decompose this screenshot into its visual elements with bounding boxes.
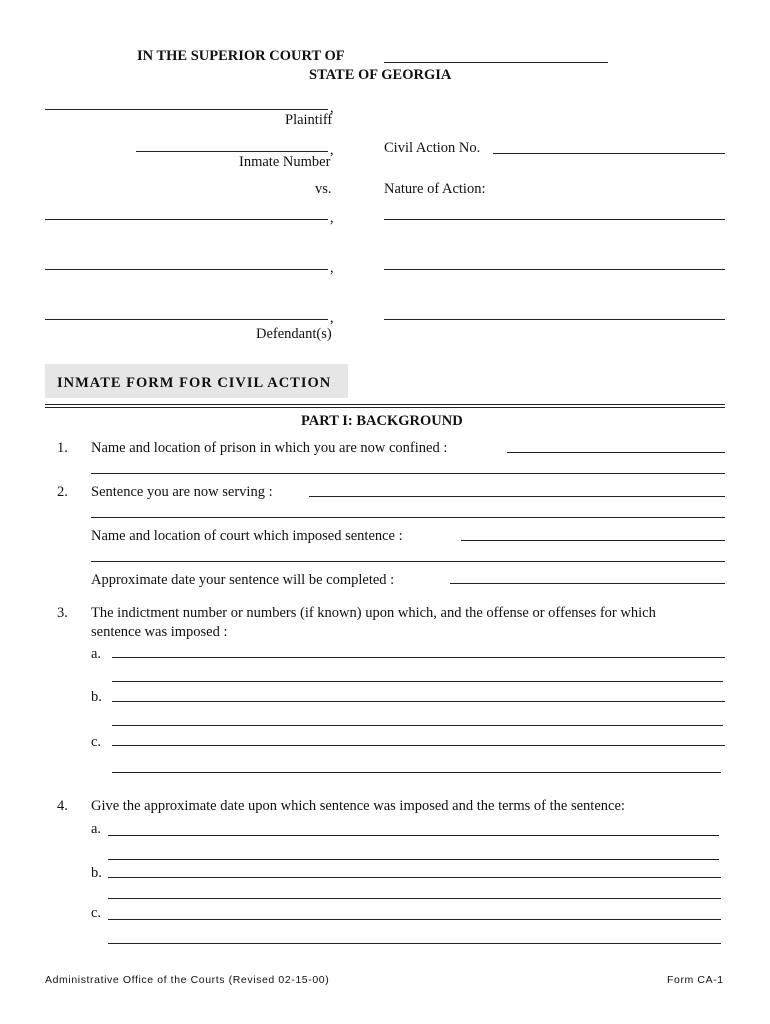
comma: , [330,260,334,276]
county-field[interactable] [384,62,608,63]
plaintiff-name-field[interactable] [45,109,328,110]
comma: , [330,310,334,326]
nature-of-action-field[interactable] [384,269,725,270]
divider [45,404,725,405]
court-imposed-text: Name and location of court which imposed sentence : [91,528,403,544]
q3-text-line2: sentence was imposed : [91,624,228,640]
q1-text: Name and location of prison in which you are now confined : [91,440,448,456]
sentence-terms-field-b[interactable] [108,877,721,878]
nature-of-action-label: Nature of Action: [384,181,486,197]
prison-location-field[interactable] [91,473,725,474]
indictment-field-a[interactable] [112,681,723,682]
civil-action-label: Civil Action No. [384,140,481,156]
sentence-terms-field-c[interactable] [108,943,721,944]
comma: , [330,210,334,226]
completion-date-text: Approximate date your sentence will be completed : [91,572,395,588]
civil-action-number-field[interactable] [493,153,725,154]
q4-text: Give the approximate date upon which sentence was imposed and the terms of the sentence: [91,798,625,814]
form-title-banner [45,364,348,398]
nature-of-action-field[interactable] [384,219,725,220]
sub-item-label: a. [91,821,102,837]
defendant-name-field[interactable] [45,269,328,270]
sentence-terms-field-b[interactable] [108,898,721,899]
defendants-label: Defendant(s) [256,326,332,342]
form-number: Form CA-1 [667,974,724,986]
plaintiff-label: Plaintiff [285,112,333,128]
vs-label: vs. [315,181,332,197]
question-number: 4. [57,798,68,814]
inmate-number-field[interactable] [136,151,328,152]
question-number: 2. [57,484,68,500]
indictment-field-c[interactable] [112,745,725,746]
comma: , [330,142,334,158]
sentence-terms-field-c[interactable] [108,919,721,920]
sentencing-court-field[interactable] [91,561,725,562]
sentencing-court-field[interactable] [461,540,725,541]
defendant-name-field[interactable] [45,219,328,220]
sub-item-label: c. [91,905,102,921]
sentence-terms-field-a[interactable] [108,859,719,860]
sub-item-label: b. [91,865,102,881]
nature-of-action-field[interactable] [384,319,725,320]
indictment-field-b[interactable] [112,701,725,702]
part1-heading: PART I: BACKGROUND [301,413,463,429]
form-title: INMATE FORM FOR CIVIL ACTION [57,375,332,391]
sentence-terms-field-a[interactable] [108,835,719,836]
indictment-field-b[interactable] [112,725,723,726]
comma: , [330,100,334,116]
question-number: 3. [57,605,68,621]
footer-left: Administrative Office of the Courts (Revised 02-15-00) [45,974,330,986]
court-heading: IN THE SUPERIOR COURT OF [137,48,345,64]
indictment-field-c[interactable] [112,772,721,773]
indictment-field-a[interactable] [112,657,725,658]
question-number: 1. [57,440,68,456]
defendant-name-field[interactable] [45,319,328,320]
state-heading: STATE OF GEORGIA [309,67,452,83]
sentence-field[interactable] [91,517,725,518]
sub-item-label: c. [91,734,102,750]
sentence-field[interactable] [309,496,725,497]
q3-text-line1: The indictment number or numbers (if known) upon which, and the offense or offenses for which [91,605,656,621]
divider [45,407,725,408]
sub-item-label: b. [91,689,102,705]
sub-item-label: a. [91,646,102,662]
q2-text: Sentence you are now serving : [91,484,273,500]
prison-location-field[interactable] [507,452,725,453]
inmate-number-label: Inmate Number [239,154,331,170]
completion-date-field[interactable] [450,583,725,584]
